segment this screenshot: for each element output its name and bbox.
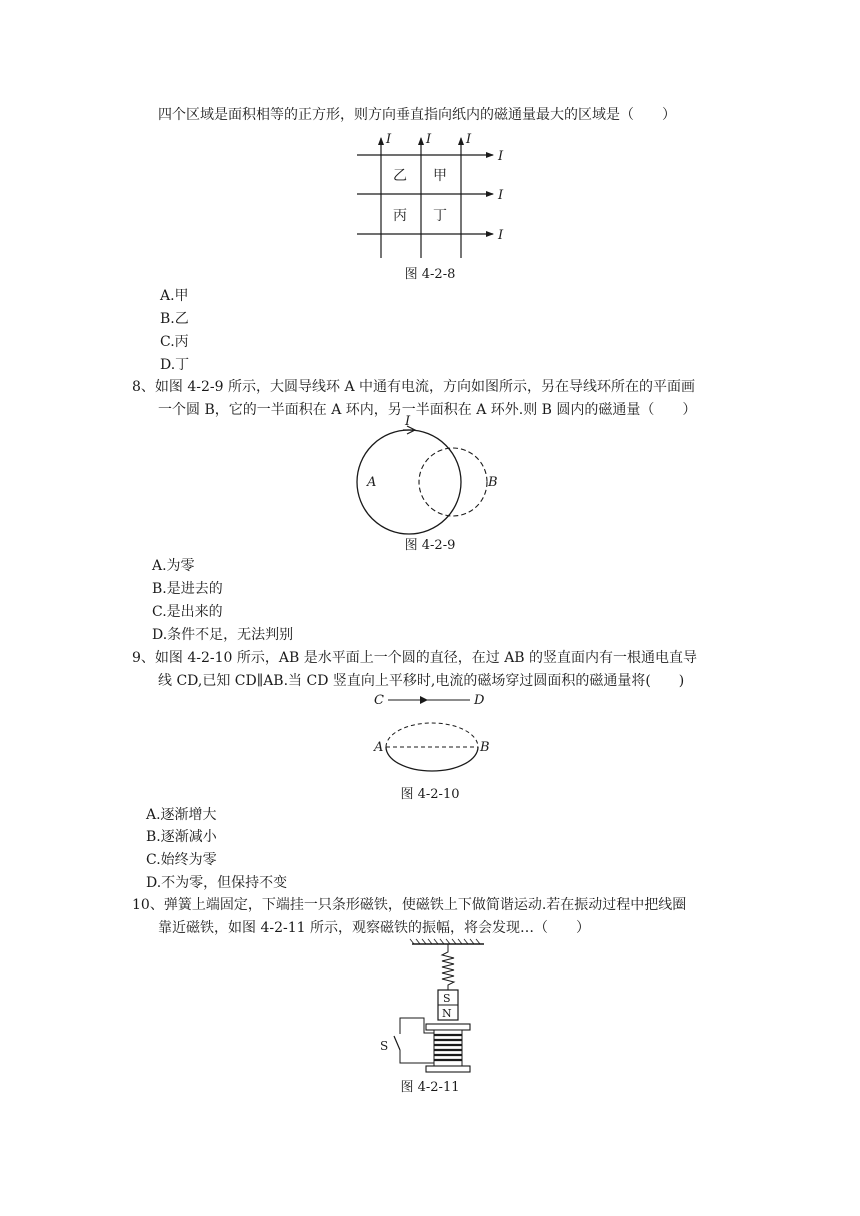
option-c: C.丙 bbox=[160, 334, 189, 350]
switch bbox=[394, 1036, 400, 1050]
label-c: C bbox=[374, 693, 384, 708]
ceiling-hatch bbox=[410, 939, 480, 944]
figure-caption: 图 4-2-10 bbox=[400, 787, 460, 802]
wire-cd-arrow bbox=[420, 696, 428, 704]
figure-caption: 图 4-2-11 bbox=[400, 1080, 460, 1095]
label-d: D bbox=[474, 693, 485, 708]
q9-stem-line-2: 线 CD,已知 CD∥AB.当 CD 竖直向上平移时,电流的磁场穿过圆面积的磁通量将( ) bbox=[158, 673, 685, 689]
option-b: B.是进去的 bbox=[152, 581, 223, 597]
q10-stem-line-1: 10、弹簧上端固定，下端挂一只条形磁铁，使磁铁上下做简谐运动.若在振动过程中把线圈 bbox=[132, 897, 687, 913]
circle-front-half bbox=[386, 747, 478, 771]
current-label: I bbox=[498, 188, 504, 203]
option-c: C.始终为零 bbox=[146, 852, 217, 868]
option-d: D.丁 bbox=[160, 357, 190, 373]
region-ding: 丁 bbox=[433, 208, 447, 224]
current-label: I bbox=[386, 132, 392, 147]
option-d: D.条件不足，无法判别 bbox=[152, 627, 294, 643]
q8-stem-line-2: 一个圆 B，它的一半面积在 A 环内，另一半面积在 A 环外.则 B 圆内的磁通量（ ） bbox=[158, 402, 697, 418]
magnet-n-pole: N bbox=[442, 1007, 452, 1020]
q9-stem-line-1: 9、如图 4-2-10 所示，AB 是水平面上一个圆的直径，在过 AB 的竖直面内有一根通电直导 bbox=[132, 650, 698, 666]
coil-bottom-plate bbox=[426, 1066, 470, 1072]
figure-caption: 图 4-2-9 bbox=[404, 538, 456, 553]
option-b: B.逐渐减小 bbox=[146, 829, 217, 845]
current-label: I bbox=[405, 414, 411, 429]
figure-caption: 图 4-2-8 bbox=[404, 267, 456, 282]
region-jia: 甲 bbox=[433, 168, 447, 184]
current-label: I bbox=[498, 228, 504, 243]
q10-stem-line-2: 靠近磁铁，如图 4-2-11 所示，观察磁铁的振幅，将会发现…（ ） bbox=[158, 920, 590, 936]
option-a: A.为零 bbox=[152, 558, 195, 574]
magnet-s-pole: S bbox=[443, 992, 451, 1005]
label-b: B bbox=[480, 740, 490, 755]
option-c: C.是出来的 bbox=[152, 604, 223, 620]
figure-4-2-10 bbox=[370, 690, 530, 785]
switch-label: S bbox=[380, 1039, 389, 1053]
option-a: A.逐渐增大 bbox=[146, 807, 217, 823]
region-yi: 乙 bbox=[393, 168, 407, 184]
figure-4-2-11 bbox=[372, 938, 502, 1078]
figure-4-2-9 bbox=[355, 414, 515, 540]
circle-b-label: B bbox=[488, 475, 498, 490]
figure-4-2-8 bbox=[355, 130, 525, 265]
q7-stem-tail: 四个区域是面积相等的正方形，则方向垂直指向纸内的磁通量最大的区域是（ ） bbox=[158, 107, 676, 123]
option-a: A.甲 bbox=[160, 288, 189, 304]
current-label: I bbox=[498, 149, 504, 164]
label-a: A bbox=[374, 740, 384, 755]
current-label: I bbox=[426, 132, 432, 147]
option-d: D.不为零，但保持不变 bbox=[146, 875, 288, 891]
ring-a-label: A bbox=[367, 475, 377, 490]
q8-stem-line-1: 8、如图 4-2-9 所示，大圆导线环 A 中通有电流，方向如图所示，另在导线环所在的平面画 bbox=[132, 379, 695, 395]
circuit-wire-lower bbox=[400, 1050, 434, 1063]
spring bbox=[442, 944, 454, 990]
current-label: I bbox=[466, 132, 472, 147]
circle-b bbox=[419, 448, 487, 516]
region-bing: 丙 bbox=[393, 208, 407, 224]
coil-top-plate bbox=[426, 1024, 470, 1030]
circle-back-half bbox=[386, 723, 478, 747]
option-b: B.乙 bbox=[160, 311, 189, 327]
